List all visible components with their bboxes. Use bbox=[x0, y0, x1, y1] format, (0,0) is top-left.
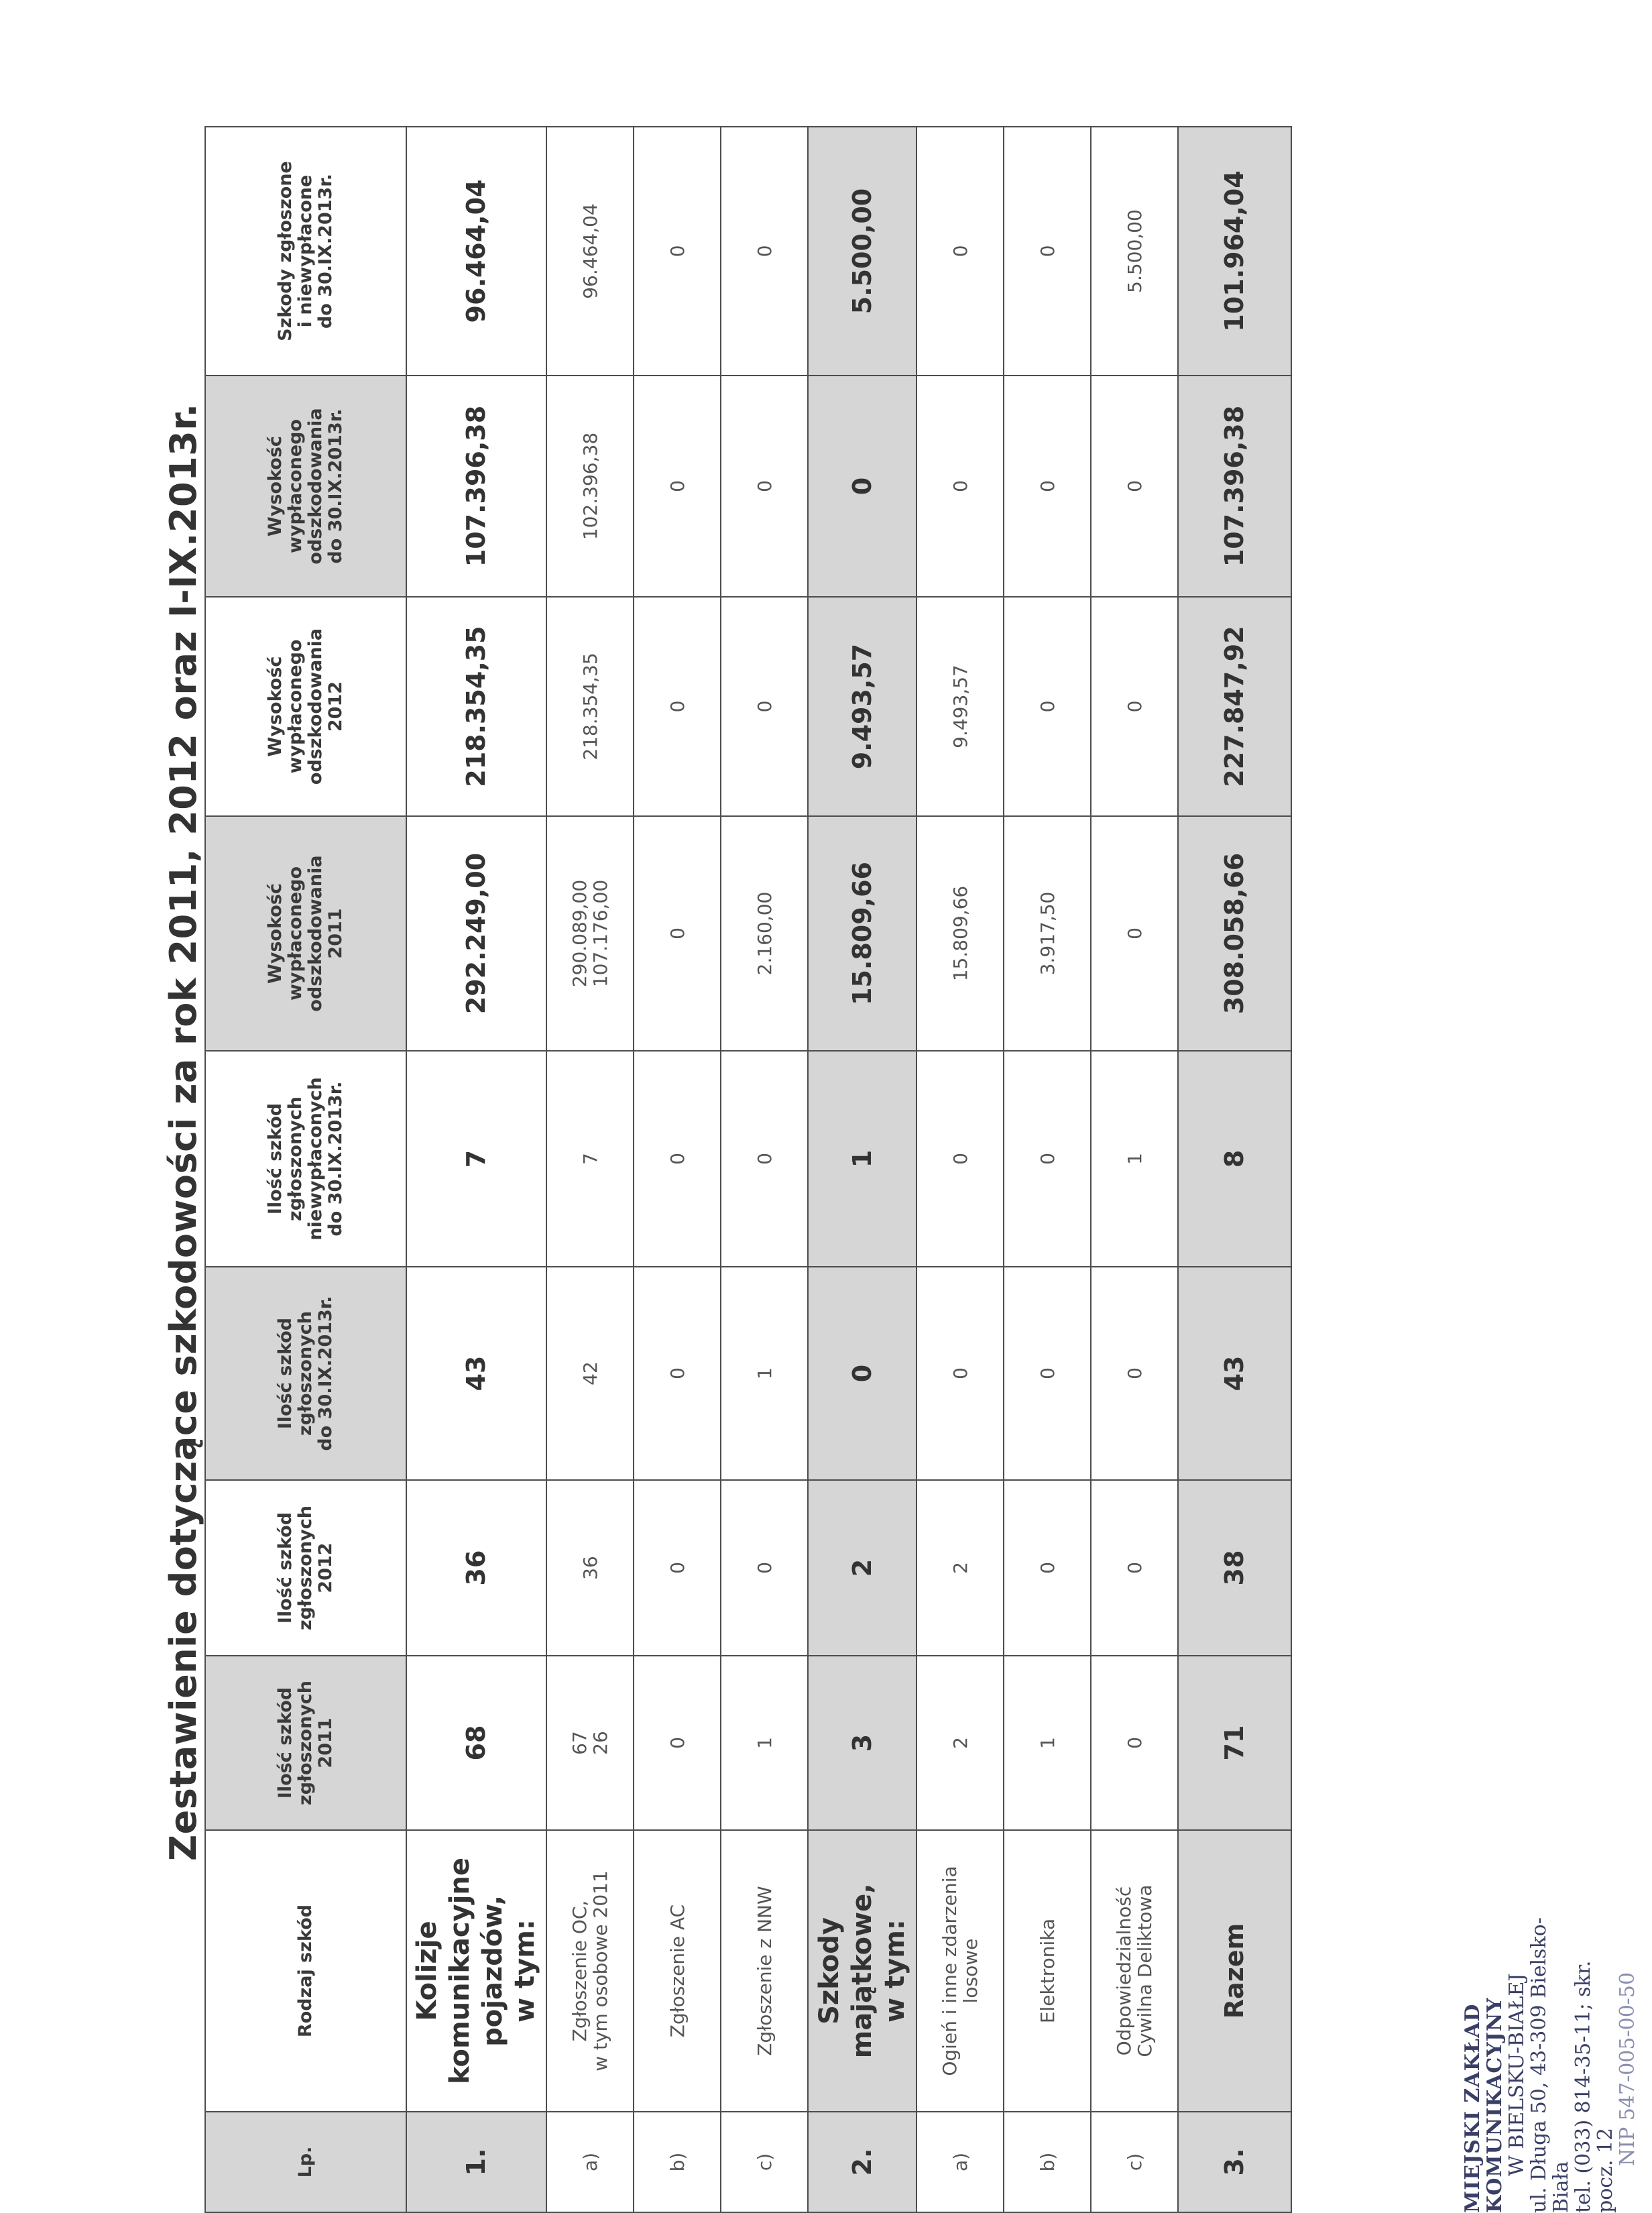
cell-paid-2012: 0 bbox=[634, 597, 721, 816]
table-row bbox=[1091, 127, 1178, 2212]
cell-paid-2012: 0 bbox=[1004, 597, 1091, 816]
table-row bbox=[917, 127, 1004, 2212]
cell-paid-2013: 107.396,38 bbox=[1178, 376, 1291, 597]
cell-count-2013: 43 bbox=[406, 1267, 546, 1480]
cell-paid-2012: 0 bbox=[721, 597, 808, 816]
cell-count-2011: 68 bbox=[406, 1656, 546, 1830]
cell-lp: b) bbox=[634, 2112, 721, 2212]
cell-count-2012: 2 bbox=[917, 1480, 1004, 1656]
cell-name: Ogień i inne zdarzenia losowe bbox=[917, 1830, 1004, 2112]
stamp-line-2: W BIELSKU-BIAŁEJ bbox=[1505, 1973, 1529, 2176]
cell-count-unpaid: 8 bbox=[1178, 1051, 1291, 1267]
cell-paid-2012: 218.354,35 bbox=[546, 597, 634, 816]
cell-count-2012: 2 bbox=[808, 1480, 917, 1656]
cell-paid-2011: 3.917,50 bbox=[1004, 816, 1091, 1051]
cell-paid-2012: 9.493,57 bbox=[917, 597, 1004, 816]
cell-unpaid-claims: 5.500,00 bbox=[1091, 127, 1178, 376]
header-paid-2011: Wysokość wypłaconego odszkodowania 2011 bbox=[205, 816, 406, 1051]
cell-lp: c) bbox=[721, 2112, 808, 2212]
cell-paid-2011: 308.058,66 bbox=[1178, 816, 1291, 1051]
cell-name: Kolizje komunikacyjne pojazdów, w tym: bbox=[406, 1830, 546, 2112]
cell-count-unpaid: 0 bbox=[917, 1051, 1004, 1267]
company-stamp bbox=[1462, 1905, 1639, 2213]
cell-paid-2013: 0 bbox=[917, 376, 1004, 597]
header-paid-2013: Wysokość wypłaconego odszkodowania do 30.IX.2013r. bbox=[205, 376, 406, 597]
cell-count-2011: 2 bbox=[917, 1656, 1004, 1830]
cell-paid-2013: 102.396,38 bbox=[546, 376, 634, 597]
cell-paid-2011: 0 bbox=[634, 816, 721, 1051]
cell-count-2012: 0 bbox=[721, 1480, 808, 1656]
cell-unpaid-claims: 96.464,04 bbox=[546, 127, 634, 376]
cell-paid-2013: 107.396,38 bbox=[406, 376, 546, 597]
cell-paid-2011: 2.160,00 bbox=[721, 816, 808, 1051]
cell-count-unpaid: 1 bbox=[1091, 1051, 1178, 1267]
claims-table bbox=[204, 126, 1292, 2213]
header-paid-2012: Wysokość wypłaconego odszkodowania 2012 bbox=[205, 597, 406, 816]
stamp-line-3: ul. Długa 50, 43-309 Bielsko-Biała bbox=[1527, 1917, 1573, 2213]
cell-name: Szkody majątkowe, w tym: bbox=[808, 1830, 917, 2112]
cell-unpaid-claims: 0 bbox=[1004, 127, 1091, 376]
table-header-row bbox=[205, 127, 406, 2212]
header-count-2012: Ilość szkód zgłoszonych 2012 bbox=[205, 1480, 406, 1656]
cell-count-2013: 42 bbox=[546, 1267, 634, 1480]
cell-lp: 2. bbox=[808, 2112, 917, 2212]
cell-unpaid-claims: 96.464,04 bbox=[406, 127, 546, 376]
cell-paid-2013: 0 bbox=[634, 376, 721, 597]
cell-paid-2013: 0 bbox=[1091, 376, 1178, 597]
cell-count-2013: 0 bbox=[634, 1267, 721, 1480]
cell-count-2013: 0 bbox=[808, 1267, 917, 1480]
cell-count-2013: 1 bbox=[721, 1267, 808, 1480]
cell-name: Zgłoszenie AC bbox=[634, 1830, 721, 2112]
cell-count-2012: 0 bbox=[1004, 1480, 1091, 1656]
cell-count-2011: 1 bbox=[721, 1656, 808, 1830]
cell-paid-2011: 15.809,66 bbox=[808, 816, 917, 1051]
cell-count-unpaid: 0 bbox=[1004, 1051, 1091, 1267]
table-row bbox=[1004, 127, 1091, 2212]
cell-lp: a) bbox=[917, 2112, 1004, 2212]
cell-count-2011: 67 26 bbox=[546, 1656, 634, 1830]
cell-name: Zgłoszenie z NNW bbox=[721, 1830, 808, 2112]
cell-count-2011: 0 bbox=[634, 1656, 721, 1830]
cell-paid-2012: 218.354,35 bbox=[406, 597, 546, 816]
cell-count-unpaid: 0 bbox=[634, 1051, 721, 1267]
cell-unpaid-claims: 5.500,00 bbox=[808, 127, 917, 376]
cell-count-2011: 71 bbox=[1178, 1656, 1291, 1830]
cell-count-2012: 36 bbox=[406, 1480, 546, 1656]
cell-count-2011: 0 bbox=[1091, 1656, 1178, 1830]
cell-lp: c) bbox=[1091, 2112, 1178, 2212]
table-row bbox=[808, 127, 917, 2212]
table-row bbox=[634, 127, 721, 2212]
stamp-line-1: MIEJSKI ZAKŁAD KOMUNIKACYJNY bbox=[1461, 1997, 1507, 2213]
cell-lp: a) bbox=[546, 2112, 634, 2212]
stamp-line-5: NIP 547-005-00-50 bbox=[1616, 1972, 1639, 2166]
cell-paid-2013: 0 bbox=[1004, 376, 1091, 597]
table-row bbox=[721, 127, 808, 2212]
cell-lp: b) bbox=[1004, 2112, 1091, 2212]
table-row bbox=[406, 127, 546, 2212]
cell-count-2013: 0 bbox=[917, 1267, 1004, 1480]
header-lp: Lp. bbox=[205, 2112, 406, 2212]
header-unpaid-claims: Szkody zgłoszone i niewypłacone do 30.IX.2013r. bbox=[205, 127, 406, 376]
document-title: Zestawienie dotyczące szkodowości za rok 2011, 2012 oraz I-IX.2013r. bbox=[162, 403, 204, 1861]
cell-paid-2011: 15.809,66 bbox=[917, 816, 1004, 1051]
cell-unpaid-claims: 101.964,04 bbox=[1178, 127, 1291, 376]
cell-count-unpaid: 1 bbox=[808, 1051, 917, 1267]
header-count-unpaid: Ilość szkód zgłoszonych niewypłaconych do 30.IX.2013r. bbox=[205, 1051, 406, 1267]
cell-name: Elektronika bbox=[1004, 1830, 1091, 2112]
cell-count-unpaid: 7 bbox=[406, 1051, 546, 1267]
cell-count-2012: 36 bbox=[546, 1480, 634, 1656]
cell-count-2013: 0 bbox=[1091, 1267, 1178, 1480]
header-rodzaj: Rodzaj szkód bbox=[205, 1830, 406, 2112]
cell-count-2011: 1 bbox=[1004, 1656, 1091, 1830]
cell-name: Odpowiedzialność Cywilna Deliktowa bbox=[1091, 1830, 1178, 2112]
cell-unpaid-claims: 0 bbox=[917, 127, 1004, 376]
table-row bbox=[546, 127, 634, 2212]
cell-name: Razem bbox=[1178, 1830, 1291, 2112]
cell-paid-2013: 0 bbox=[808, 376, 917, 597]
cell-count-2012: 0 bbox=[1091, 1480, 1178, 1656]
cell-unpaid-claims: 0 bbox=[721, 127, 808, 376]
cell-count-2012: 0 bbox=[634, 1480, 721, 1656]
table-row-total bbox=[1178, 127, 1291, 2212]
cell-paid-2013: 0 bbox=[721, 376, 808, 597]
cell-count-2012: 38 bbox=[1178, 1480, 1291, 1656]
cell-count-2011: 3 bbox=[808, 1656, 917, 1830]
cell-paid-2012: 9.493,57 bbox=[808, 597, 917, 816]
stamp-line-4: tel. (033) 814-35-11; skr. pocz. 12 bbox=[1572, 1960, 1617, 2213]
cell-paid-2012: 0 bbox=[1091, 597, 1178, 816]
cell-count-unpaid: 0 bbox=[721, 1051, 808, 1267]
header-count-2011: Ilość szkód zgłoszonych 2011 bbox=[205, 1656, 406, 1830]
cell-lp: 1. bbox=[406, 2112, 546, 2212]
cell-count-2013: 43 bbox=[1178, 1267, 1291, 1480]
header-count-2013: Ilość szkód zgłoszonych do 30.IX.2013r. bbox=[205, 1267, 406, 1480]
cell-paid-2011: 292.249,00 bbox=[406, 816, 546, 1051]
cell-name: Zgłoszenie OC, w tym osobowe 2011 bbox=[546, 1830, 634, 2112]
cell-paid-2012: 227.847,92 bbox=[1178, 597, 1291, 816]
cell-count-2013: 0 bbox=[1004, 1267, 1091, 1480]
cell-lp: 3. bbox=[1178, 2112, 1291, 2212]
cell-unpaid-claims: 0 bbox=[634, 127, 721, 376]
cell-count-unpaid: 7 bbox=[546, 1051, 634, 1267]
cell-paid-2011: 0 bbox=[1091, 816, 1178, 1051]
cell-paid-2011: 290.089,00 107.176,00 bbox=[546, 816, 634, 1051]
